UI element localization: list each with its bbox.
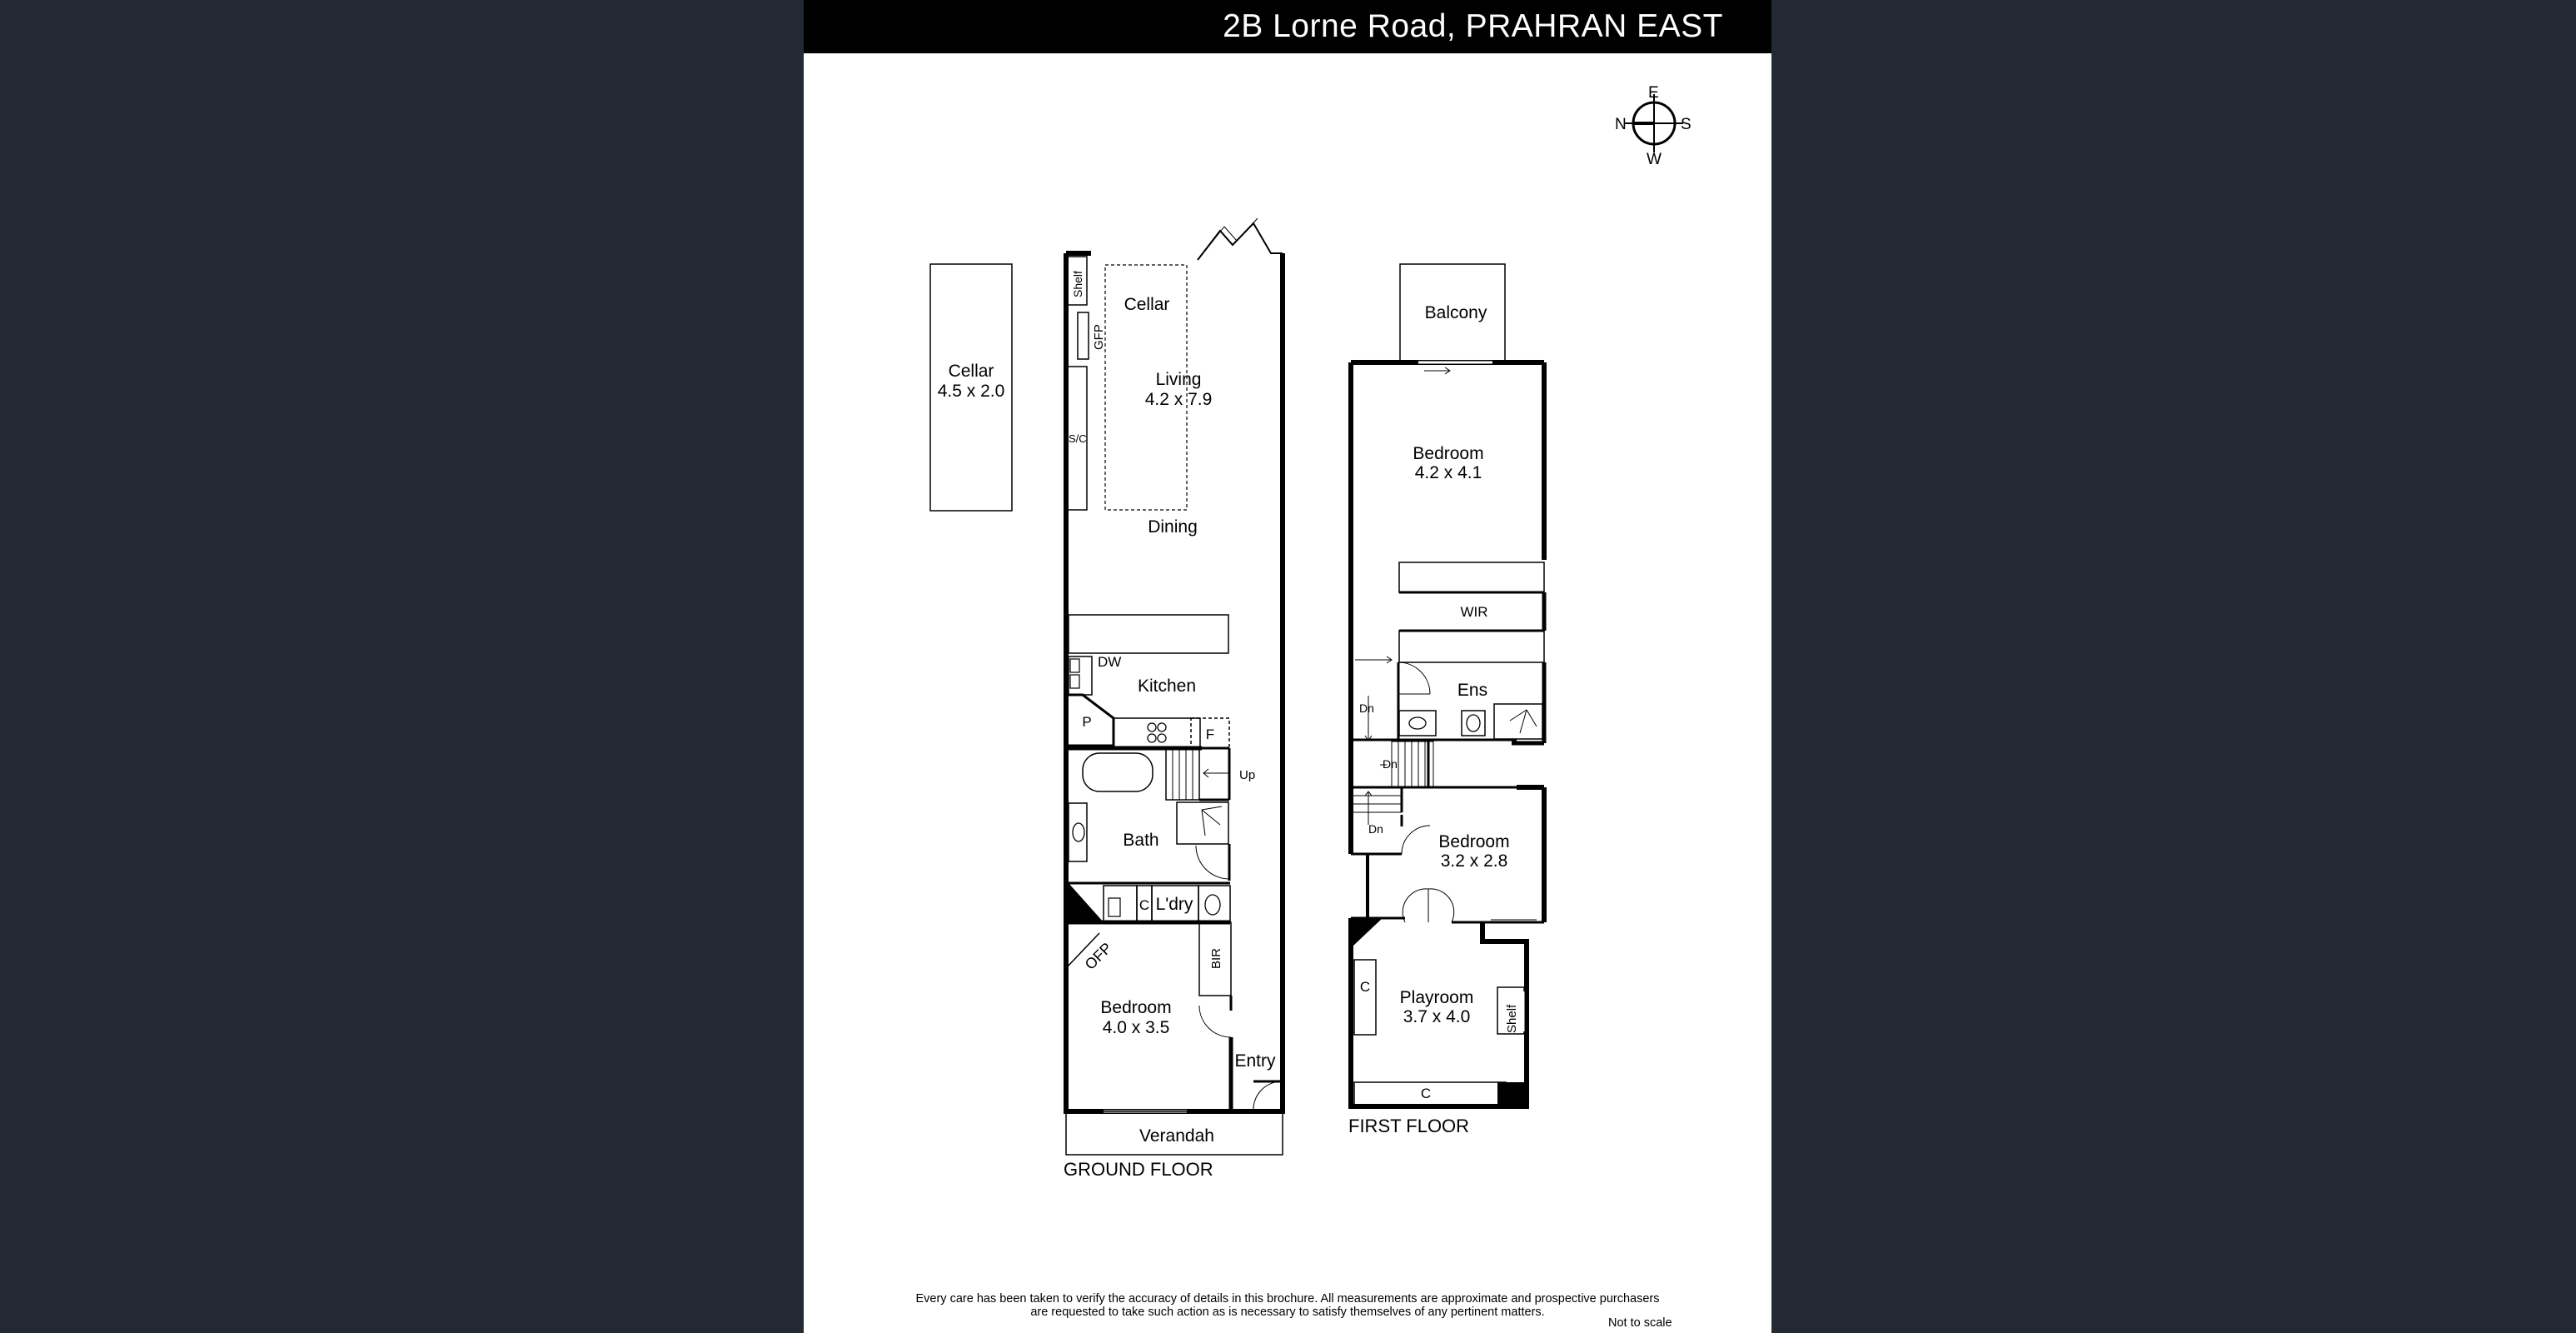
verandah-label: Verandah [1139, 1126, 1214, 1146]
ground-bedroom-label: Bedroom [1100, 998, 1172, 1017]
compass-north-label: N [1615, 116, 1627, 133]
playroom-cupboard-left-label: C [1359, 979, 1371, 995]
kitchen-label: Kitchen [1137, 676, 1197, 696]
dn-label-2: Dn [1383, 757, 1398, 771]
fridge-label: F [1205, 726, 1215, 742]
first-bedroom1-dims: 4.2 x 4.1 [1414, 463, 1482, 482]
cellar-label: Cellar [1124, 295, 1170, 314]
dining-label: Dining [1148, 517, 1198, 537]
playroom-cupboard-bottom-label: C [1420, 1086, 1432, 1101]
pantry-label: P [1082, 714, 1092, 730]
dw-label: DW [1098, 654, 1122, 670]
first-bedroom2-dims: 3.2 x 2.8 [1440, 851, 1508, 871]
compass-south-label: S [1681, 116, 1692, 133]
entry-label: Entry [1234, 1051, 1276, 1071]
first-bedroom1-label: Bedroom [1413, 444, 1484, 463]
sc-label: S/C [1069, 432, 1087, 445]
ofp-fireplace-shape [1069, 883, 1104, 922]
cupboard-label: C [1139, 897, 1150, 913]
property-address: 2B Lorne Road, PRAHRAN EAST [1223, 8, 1723, 44]
ens-label: Ens [1457, 681, 1488, 700]
cellar-annex-label: Cellar [948, 362, 994, 381]
first-floor-label: FIRST FLOOR [1348, 1116, 1470, 1136]
disclaimer-line-1: Every care has been taken to verify the accuracy of details in this brochure. All measurements are approximate and prospective purchasers [915, 1292, 1660, 1306]
playroom-dims: 3.7 x 4.0 [1403, 1007, 1471, 1026]
gfp-label: GFP [1092, 324, 1106, 350]
playroom-corner-post [1497, 1082, 1526, 1106]
first-floor-walls [1351, 264, 1544, 1106]
living-label: Living [1155, 370, 1202, 389]
laundry-label: L'dry [1155, 895, 1193, 914]
ground-bedroom-dims: 4.0 x 3.5 [1102, 1018, 1170, 1037]
cellar-annex-dims: 4.5 x 2.0 [937, 382, 1005, 401]
playroom-shelf-label: Shelf [1505, 1004, 1519, 1033]
compass-icon [1625, 94, 1683, 152]
floor-plan-drawing [804, 0, 1771, 1333]
floor-plan-sheet [804, 0, 1771, 1333]
disclaimer-line-2: are requested to take such action as is necessary to satisfy themselves of any pertinent matters. [1030, 1306, 1545, 1319]
ground-floor-label: GROUND FLOOR [1064, 1159, 1213, 1180]
playroom-label: Playroom [1399, 988, 1474, 1007]
bir-label: BIR [1209, 947, 1223, 969]
shelf-label: Shelf [1071, 271, 1084, 297]
dn-label-3: Dn [1368, 822, 1383, 836]
compass-east-label: E [1648, 84, 1659, 102]
dn-label-1: Dn [1359, 701, 1374, 715]
wir-label: WIR [1460, 604, 1488, 620]
first-bedroom2-label: Bedroom [1438, 832, 1510, 851]
not-to-scale-note: Not to scale [1608, 1316, 1672, 1330]
compass-west-label: W [1647, 151, 1662, 168]
bath-label: Bath [1123, 831, 1159, 850]
balcony-label: Balcony [1424, 303, 1487, 322]
living-dims: 4.2 x 7.9 [1144, 390, 1213, 409]
playroom-fireplace-shape [1353, 918, 1383, 946]
ofp-label: OFP [1081, 939, 1116, 973]
up-label: Up [1239, 768, 1256, 782]
